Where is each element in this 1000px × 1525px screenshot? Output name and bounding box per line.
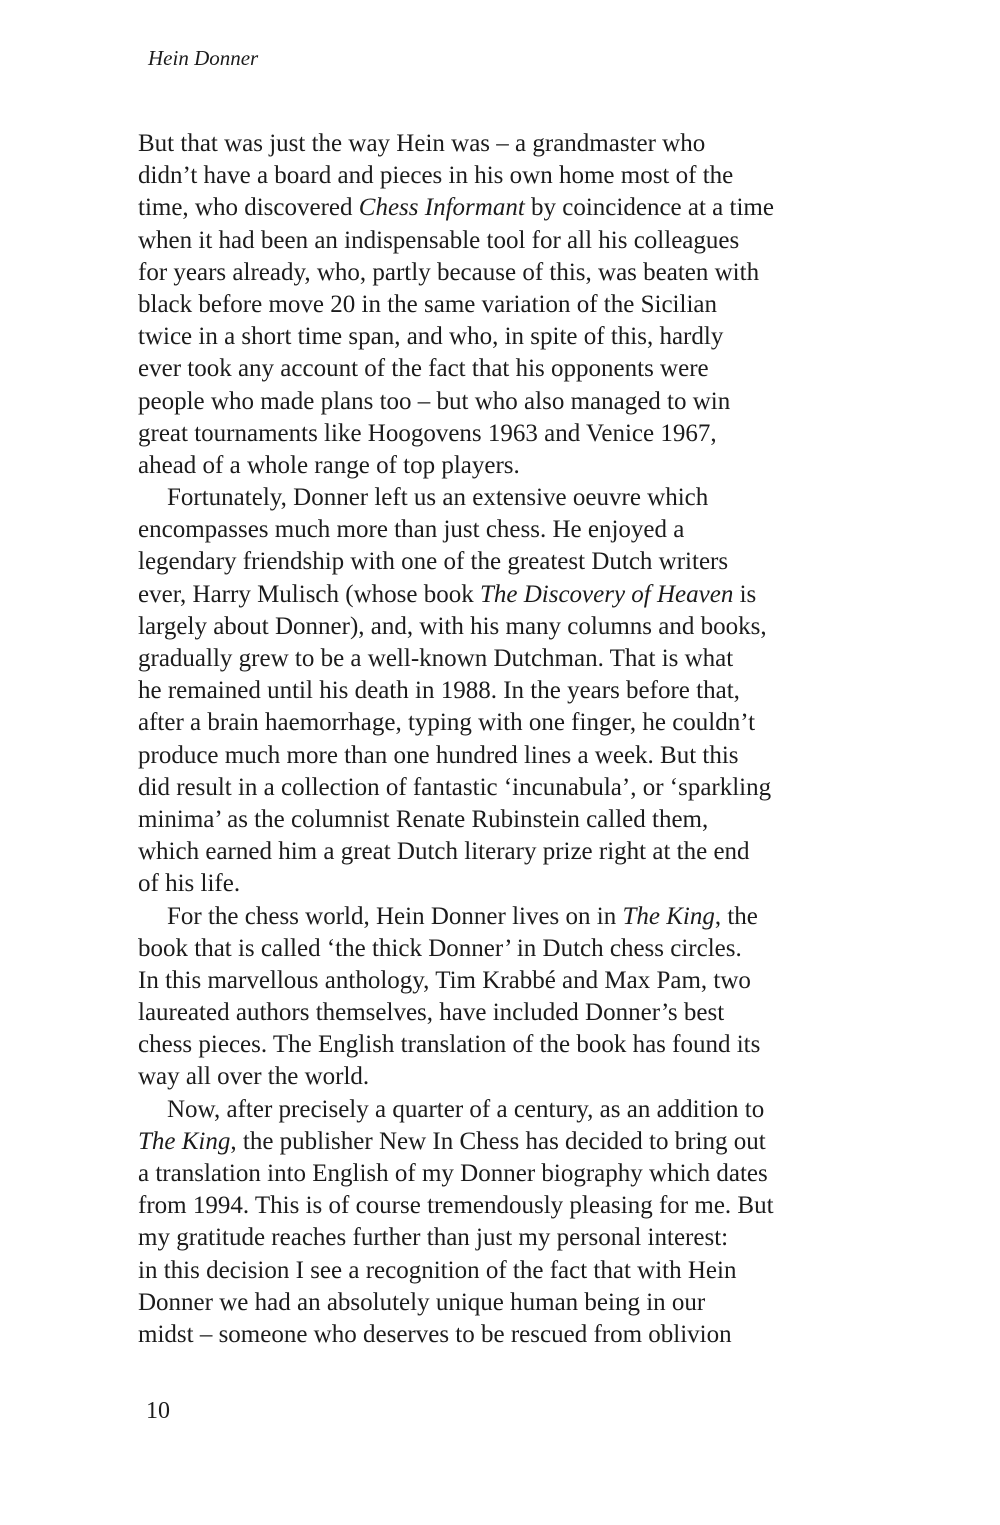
text-segment: didn’t have a board and pieces in his own home most of the bbox=[138, 162, 734, 190]
text-line bbox=[138, 1126, 878, 1158]
text-line bbox=[138, 933, 878, 965]
text-segment: gradually grew to be a well-known Dutchman. That is what bbox=[138, 645, 734, 672]
text-segment: largely about Donner), and, with his many columns and books, bbox=[138, 612, 767, 640]
text-line bbox=[138, 804, 878, 836]
text-line bbox=[138, 1222, 878, 1254]
text-line bbox=[138, 901, 878, 933]
text-line bbox=[138, 1190, 878, 1222]
text-segment: For the chess world, Hein Donner lives on in bbox=[167, 902, 623, 930]
text-segment: ever, Harry Mulisch (whose book bbox=[138, 580, 480, 608]
text-segment: great tournaments like Hoogovens 1963 and Venice 1967, bbox=[138, 419, 717, 447]
text-line bbox=[138, 1061, 878, 1093]
text-line bbox=[138, 1287, 878, 1319]
text-line bbox=[138, 997, 878, 1029]
text-segment: when it had been an indispensable tool for all his colleagues bbox=[138, 226, 740, 254]
text-line bbox=[138, 1319, 878, 1351]
italic-title: The King bbox=[138, 1127, 231, 1155]
body-text bbox=[138, 128, 878, 1351]
text-segment: In this marvellous anthology, Tim Krabbé and Max Pam, two bbox=[138, 966, 751, 994]
text-line bbox=[138, 772, 878, 804]
text-line bbox=[138, 579, 878, 611]
text-segment: for years already, who, partly because of this, was beaten with bbox=[138, 258, 760, 286]
running-head: Hein Donner bbox=[148, 46, 259, 70]
text-segment: legendary friendship with one of the greatest Dutch writers bbox=[138, 548, 729, 576]
text-line bbox=[138, 1029, 878, 1061]
text-segment: Donner we had an absolutely unique human being in our bbox=[138, 1288, 706, 1316]
text-segment: Fortunately, Donner left us an extensive oeuvre which bbox=[167, 484, 709, 512]
text-segment: But that was just the way Hein was – a grandmaster who bbox=[138, 130, 706, 157]
text-segment: people who made plans too – but who also managed to win bbox=[138, 387, 731, 415]
text-line bbox=[138, 160, 878, 192]
text-line bbox=[138, 450, 878, 482]
text-segment: ahead of a whole range of top players. bbox=[138, 451, 520, 479]
text-line bbox=[138, 386, 878, 418]
text-segment: did result in a collection of fantastic ‘incunabula’, or ‘sparkling bbox=[138, 773, 772, 801]
text-line bbox=[138, 353, 878, 385]
text-segment: , the publisher New In Chess has decided to bring out bbox=[230, 1127, 766, 1155]
text-line bbox=[138, 418, 878, 450]
text-segment: black before move 20 in the same variation of the Sicilian bbox=[138, 290, 717, 318]
text-segment: book that is called ‘the thick Donner’ in Dutch chess circles. bbox=[138, 934, 742, 962]
text-line bbox=[138, 225, 878, 257]
text-line bbox=[138, 675, 878, 707]
text-line bbox=[138, 1094, 878, 1126]
text-segment: is bbox=[733, 580, 757, 608]
text-line bbox=[138, 482, 878, 514]
text-line bbox=[138, 1255, 878, 1287]
text-segment: minima’ as the columnist Renate Rubinstein called them, bbox=[138, 805, 709, 833]
text-segment: which earned him a great Dutch literary prize right at the end bbox=[138, 838, 750, 866]
text-segment: encompasses much more than just chess. He enjoyed a bbox=[138, 516, 685, 544]
text-segment: produce much more than one hundred lines a week. But this bbox=[138, 741, 739, 769]
text-segment: by coincidence at a time bbox=[524, 194, 774, 222]
italic-title: Chess Informant bbox=[358, 194, 525, 222]
text-segment: twice in a short time span, and who, in spite of this, hardly bbox=[138, 323, 724, 351]
text-segment: ever took any account of the fact that his opponents were bbox=[138, 355, 709, 383]
text-segment: laureated authors themselves, have included Donner’s best bbox=[138, 999, 725, 1027]
text-line bbox=[138, 868, 878, 900]
italic-title: The King bbox=[622, 902, 715, 930]
text-segment: , the bbox=[714, 902, 758, 930]
text-segment: midst – someone who deserves to be rescued from oblivion bbox=[138, 1320, 732, 1348]
text-line bbox=[138, 740, 878, 772]
text-segment: of his life. bbox=[138, 870, 241, 898]
text-line bbox=[138, 965, 878, 997]
text-line bbox=[138, 514, 878, 546]
text-line bbox=[138, 321, 878, 353]
text-segment: a translation into English of my Donner biography which dates bbox=[138, 1160, 768, 1187]
text-line bbox=[138, 257, 878, 289]
text-line bbox=[138, 836, 878, 868]
text-segment: after a brain haemorrhage, typing with one finger, he couldn’t bbox=[138, 709, 756, 737]
text-line bbox=[138, 707, 878, 739]
text-line bbox=[138, 611, 878, 643]
text-line bbox=[138, 546, 878, 578]
text-line bbox=[138, 128, 878, 160]
text-segment: my gratitude reaches further than just my personal interest: bbox=[138, 1224, 729, 1252]
text-segment: chess pieces. The English translation of the book has found its bbox=[138, 1031, 761, 1059]
text-segment: in this decision I see a recognition of the fact that with Hein bbox=[138, 1256, 737, 1284]
page-number: 10 bbox=[146, 1398, 170, 1424]
text-segment: from 1994. This is of course tremendously pleasing for me. But bbox=[138, 1192, 774, 1220]
text-line bbox=[138, 289, 878, 321]
text-segment: time, who discovered bbox=[138, 194, 359, 222]
text-line bbox=[138, 192, 878, 224]
text-line bbox=[138, 1158, 878, 1190]
text-segment: he remained until his death in 1988. In the years before that, bbox=[138, 677, 740, 705]
italic-title: The Discovery of Heaven bbox=[479, 580, 734, 608]
text-segment: Now, after precisely a quarter of a century, as an addition to bbox=[167, 1095, 765, 1123]
text-line bbox=[138, 643, 878, 675]
text-segment: way all over the world. bbox=[138, 1063, 370, 1091]
